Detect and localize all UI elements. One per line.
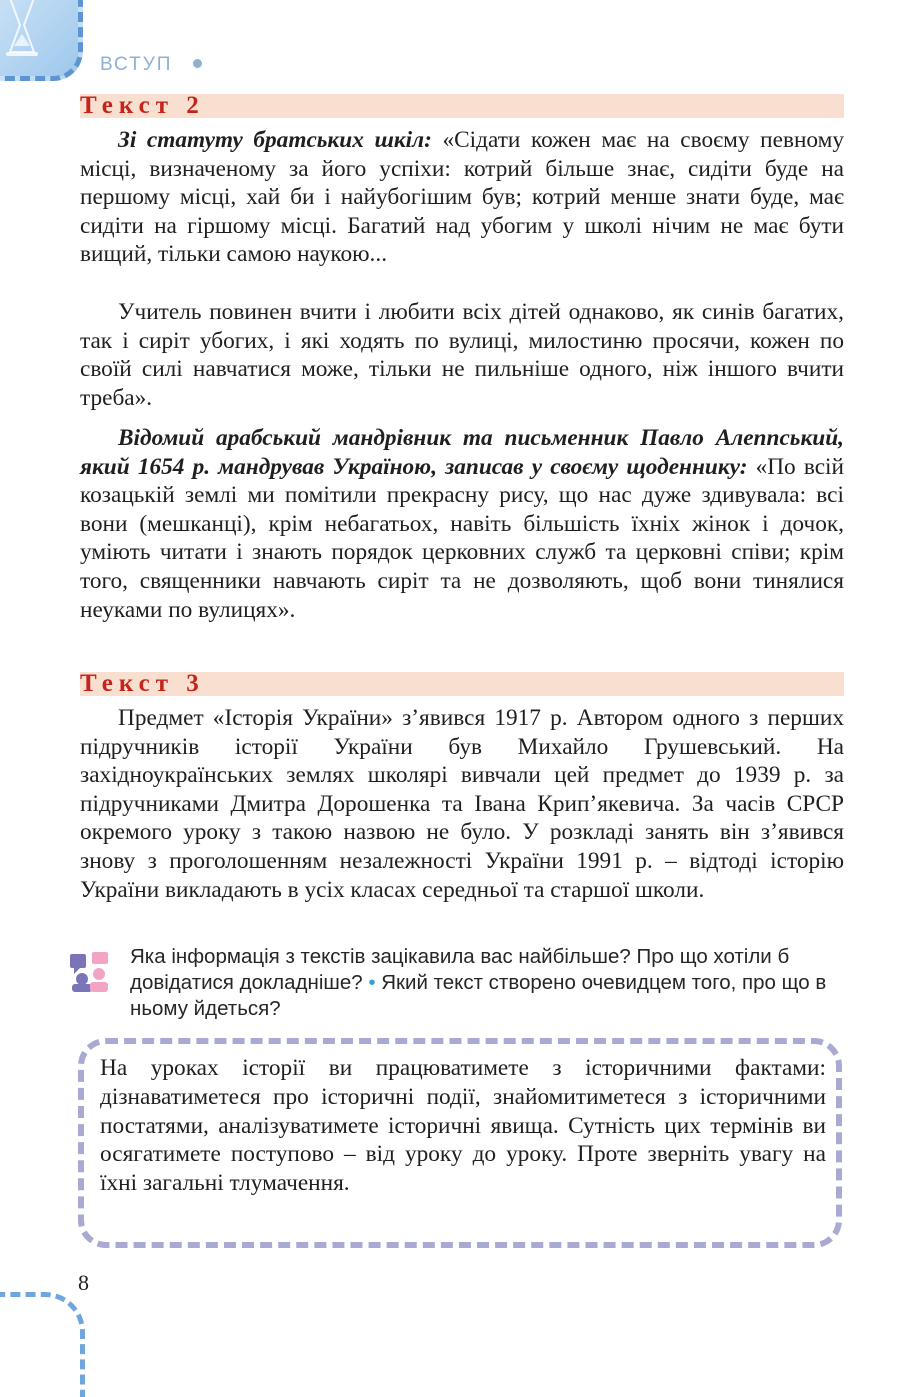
hourglass-icon [2,0,42,60]
task-bullet: • [368,971,376,994]
section-dot [193,59,202,68]
text2-paragraph-1 [80,126,844,269]
page-corner-decoration [0,1292,85,1397]
text2-p3-body: «По всій козацькій землі ми помітили прекрасну рису, що нас дуже здивувала: всі вони (мешканці), крім небагатьох, навіть більшість їхніх жінок і дочок, уміють читати і знають порядок церковних служб та церковні співи; крім того, священники навчають сиріт та не дозволяють, щоб вони тинялися неуками по вулицях». [80,453,844,623]
task-question-a: Яка інформація з текстів зацікавила вас найбільше? Про що хотіли б довідатися докладніше? [130,945,790,994]
text2-p1-lead: Зі статуту братських шкіл: [118,127,432,153]
page-number: 8 [78,1270,89,1295]
text3-heading: Текст 3 [80,672,844,696]
discussion-icon [70,952,110,992]
task-question-b: Який текст створено очевидцем того, про що в ньому йдеться? [130,971,827,1020]
text2-p3-lead: Відомий арабський мандрівник та письменник Павло Алеппський, який 1654 р. мандрував Україною, записав у своєму щоденнику: [80,425,844,480]
section-title: ВСТУП [100,54,173,75]
text2-heading: Текст 2 [80,94,844,118]
task-question [130,944,846,1022]
corner-tab [0,0,83,81]
info-box-text: На уроках історії ви працюватимете з історичними фактами: дізнаватиметеся про історичні події, знайомитиметеся з історичними постатями, аналізуватимете історичні явища. Сутність цих термінів ви осягатимете поступово – від уроку до уроку. Проте зверніть увагу на їхні загальні тлумачення. [100,1055,826,1197]
text2-p1-body: «Сідати кожен має на своєму певному місці, визначеному за його успіхи: котрий більше знає, сидіти буде на першому місці, хай би і найубогішим був; котрий менше знати буде, має сидіти на гіршому місці. Багатий над убогим у школі нічим не має бути вищий, тільки самою наукою... [80,127,845,268]
text3-paragraph-1: Предмет «Історія України» з’явився 1917 р. Автором одного з перших підручників історії України був Михайло Грушевський. На західноукраїнських землях школярі вивчали цей предмет до 1939 р. за підручниками Дмитра Дорошенка та Івана Крип’якевича. За часів СРСР окремого уроку з такою назвою не було. У розкладі занять він з’явився знову з проголошенням незалежності України 1991 р. – відтоді історію України викладають в усіх класах середньої та старшої школи. [80,705,844,903]
text2-paragraph-3 [80,424,844,624]
text2-paragraph-2: Учитель повинен вчити і любити всіх дітей однаково, як синів багатих, так і сиріт убогих, і які ходять по вулиці, милостиню просячи, кожен по своїй силі навчатися може, тільки не пильніше одного, ніж іншого вчити треба». [80,299,844,411]
